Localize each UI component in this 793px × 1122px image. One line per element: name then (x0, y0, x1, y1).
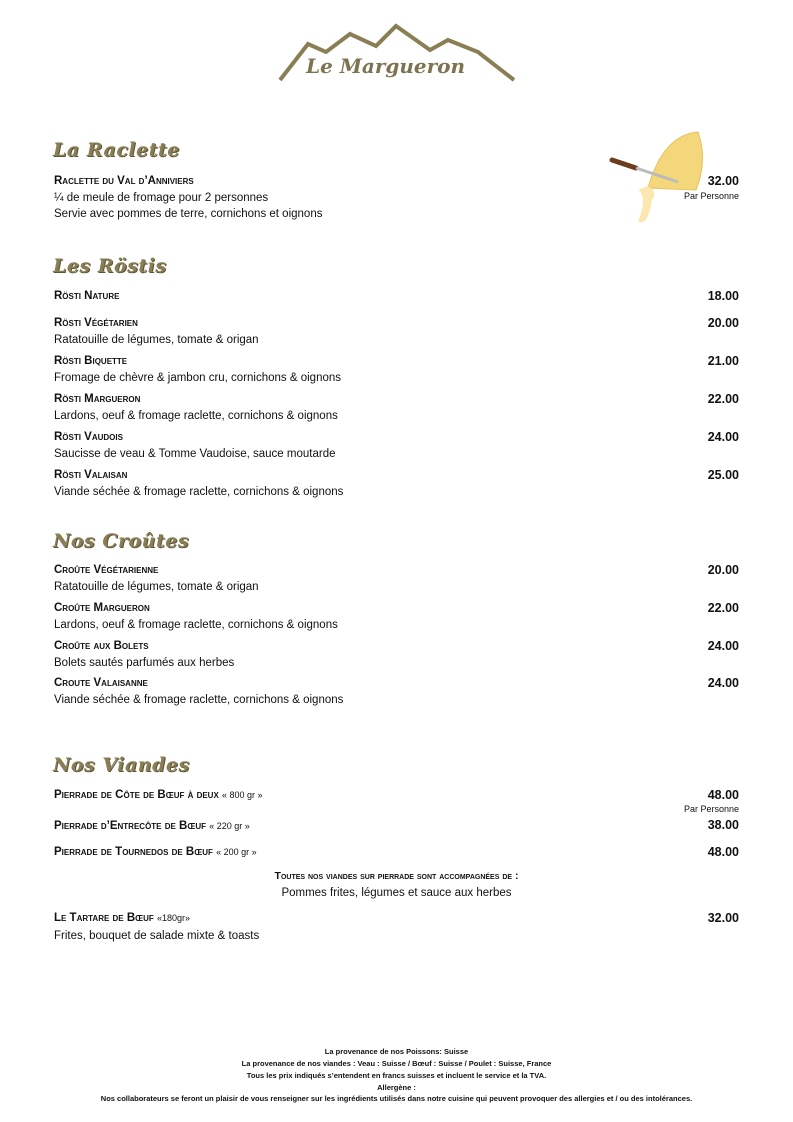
item-name: Croûte Margueron (54, 602, 150, 614)
item-desc: Lardons, oeuf & fromage raclette, cornichons & oignons (54, 619, 338, 631)
item-name: Rösti Margueron (54, 393, 141, 405)
logo-text: Le Margueron (306, 54, 466, 78)
item-price: 18.00 (707, 289, 739, 303)
item-desc: Lardons, oeuf & fromage raclette, cornichons & oignons (54, 410, 338, 422)
footer-line: Tous les prix indiqués s’entendent en francs suisses et incluent le service et la TVA. (246, 1071, 547, 1080)
item-price: 48.00 (707, 845, 739, 859)
item-name (54, 820, 250, 832)
item-weight: « 200 gr » (216, 847, 257, 857)
item-weight: «180gr» (157, 913, 191, 923)
pierrade-note-title: Toutes nos viandes sur pierrade sont accompagnées de : (274, 870, 519, 882)
item-desc: Ratatouille de légumes, tomate & origan (54, 581, 259, 593)
item-desc: Fromage de chèvre & jambon cru, cornichons & oignons (54, 372, 342, 384)
item-name-text: Le Tartare de Bœuf (54, 912, 154, 924)
item-price: 32.00 (707, 911, 739, 925)
footer-line: La provenance de nos viandes : Veau : Suisse / Bœuf : Suisse / Poulet : Suisse, France (241, 1059, 552, 1068)
item-price: 32.00 (707, 174, 739, 188)
raclette-cheese-image (608, 130, 704, 226)
item-name: Rösti Biquette (54, 355, 128, 367)
item-price: 25.00 (707, 468, 739, 482)
item-desc: Servie avec pommes de terre, cornichons et oignons (54, 208, 323, 220)
section-title-viandes: Nos Viandes (53, 754, 190, 776)
footer-line: Allergène : (377, 1083, 416, 1092)
item-desc: Frites, bouquet de salade mixte & toasts (54, 930, 260, 942)
item-name: Croute Valaisanne (54, 677, 148, 689)
item-name: Croûte aux Bolets (54, 640, 149, 652)
item-name (54, 846, 257, 858)
item-name-text: Pierrade d’Entrecôte de Bœuf (54, 820, 206, 832)
item-price: 24.00 (707, 676, 739, 690)
price-note: Par Personne (683, 804, 739, 814)
logo (278, 22, 516, 84)
item-price: 21.00 (707, 354, 739, 368)
item-desc: ¼ de meule de fromage pour 2 personnes (54, 192, 269, 204)
item-name-text: Pierrade de Tournedos de Bœuf (54, 846, 213, 858)
item-price: 38.00 (707, 818, 739, 832)
section-title-croutes: Nos Croûtes (53, 530, 190, 552)
item-desc: Viande séchée & fromage raclette, cornichons & oignons (54, 486, 344, 498)
item-weight: « 220 gr » (209, 821, 250, 831)
item-name: Rösti Nature (54, 290, 120, 302)
item-name: Raclette du Val d’Anniviers (54, 175, 194, 187)
item-desc: Saucisse de veau & Tomme Vaudoise, sauce moutarde (54, 448, 336, 460)
item-desc: Viande séchée & fromage raclette, cornichons & oignons (54, 694, 344, 706)
item-price: 20.00 (707, 316, 739, 330)
item-name: Croûte Végétarienne (54, 564, 159, 576)
price-note: Par Personne (683, 191, 739, 201)
section-title-raclette: La Raclette (53, 139, 180, 161)
item-desc: Ratatouille de légumes, tomate & origan (54, 334, 259, 346)
item-price: 20.00 (707, 563, 739, 577)
section-title-rostis: Les Röstis (53, 255, 167, 277)
item-weight: « 800 gr » (222, 790, 263, 800)
item-price: 24.00 (707, 430, 739, 444)
item-name: Rösti Végétarien (54, 317, 138, 329)
item-name (54, 912, 190, 924)
item-desc: Bolets sautés parfumés aux herbes (54, 657, 235, 669)
item-name: Rösti Vaudois (54, 431, 123, 443)
item-name (54, 789, 263, 801)
item-price: 22.00 (707, 601, 739, 615)
footer-line: Nos collaborateurs se feront un plaisir de vous renseigner sur les ingrédients utilisés dans notre cuisine qui peuvent provoquer des allergies et / ou des intolérances. (100, 1094, 693, 1103)
item-price: 48.00 (707, 788, 739, 802)
item-name: Rösti Valaisan (54, 469, 128, 481)
item-price: 22.00 (707, 392, 739, 406)
footer-line: La provenance de nos Poissons: Suisse (324, 1047, 469, 1056)
pierrade-note-text: Pommes frites, légumes et sauce aux herbes (281, 887, 512, 899)
item-name-text: Pierrade de Côte de Bœuf à deux (54, 789, 219, 801)
item-price: 24.00 (707, 639, 739, 653)
